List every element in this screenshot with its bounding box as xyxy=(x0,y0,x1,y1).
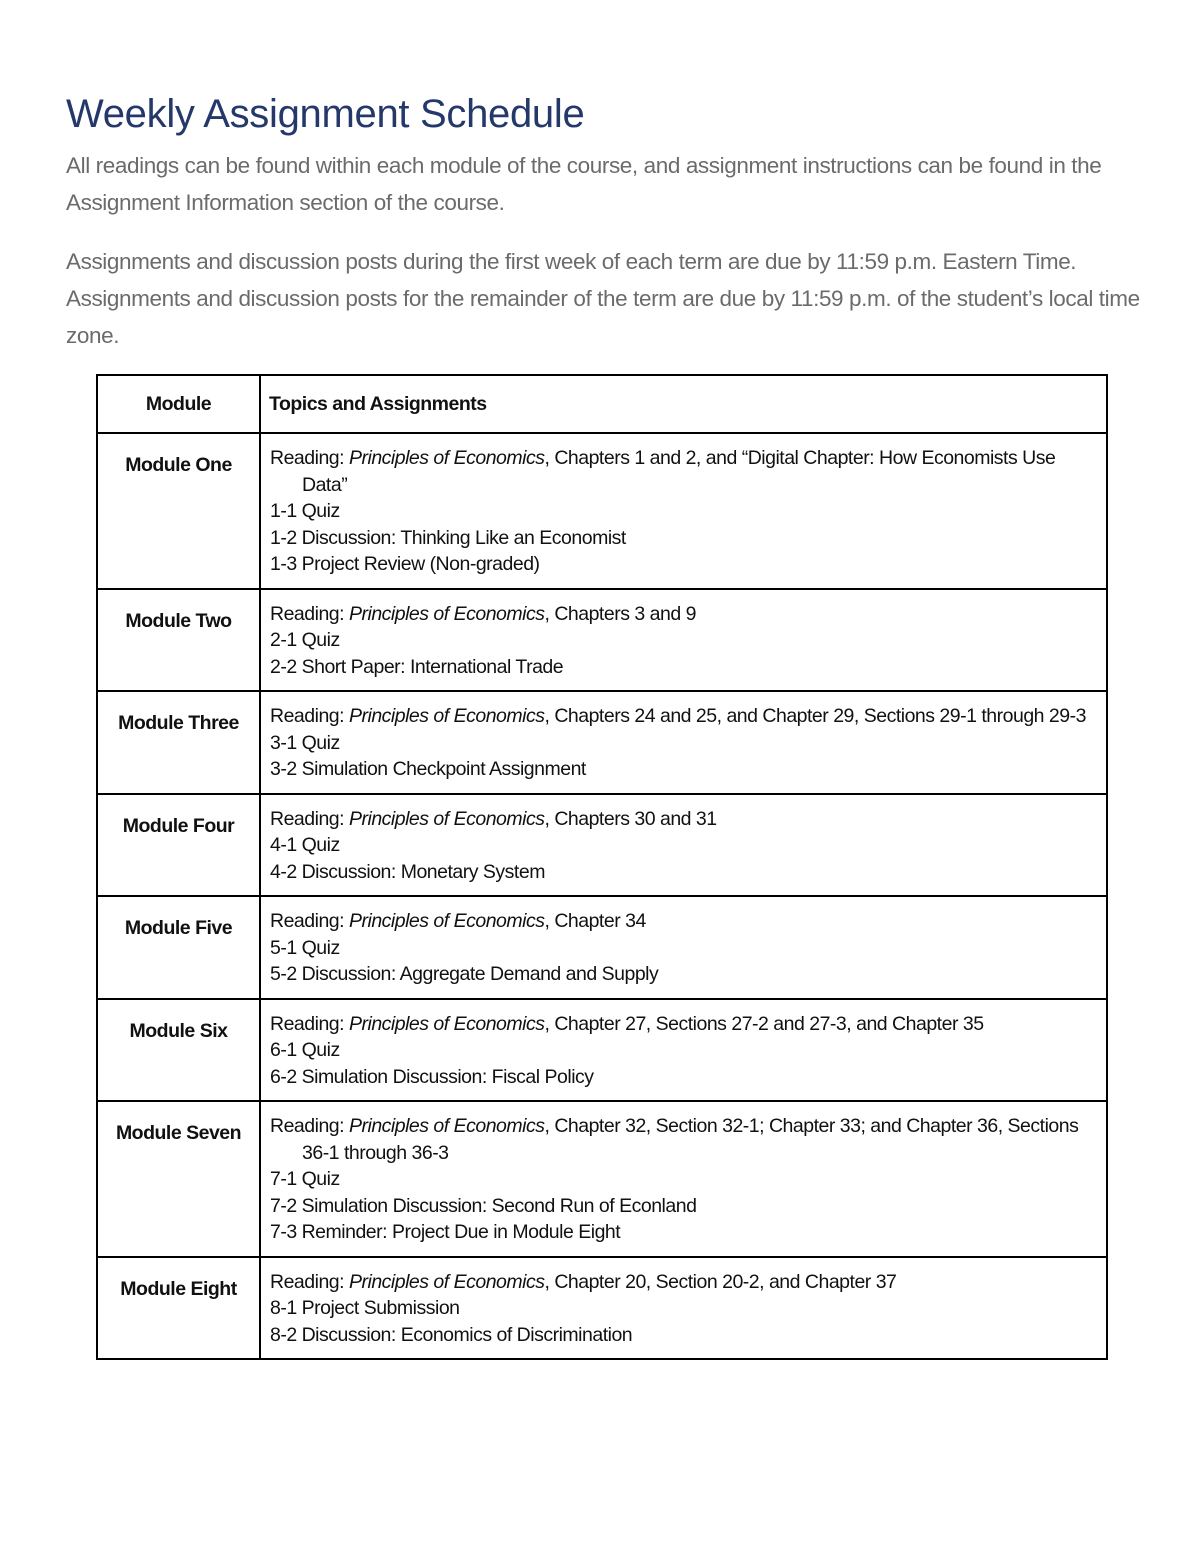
topics-cell xyxy=(260,433,1107,589)
reading-line xyxy=(270,1011,1098,1038)
reading-prefix: Reading: xyxy=(270,1012,349,1035)
schedule-table xyxy=(96,374,1108,1360)
topics-cell xyxy=(260,589,1107,692)
assignment-item: 4-1 Quiz xyxy=(270,834,340,856)
reading-chapters: , Chapters 30 and 31 xyxy=(544,807,717,830)
reading-chapters: , Chapter 32, Section 32-1; Chapter 33; and Chapter 36, Sections 36-1 through 36-3 xyxy=(302,1115,1079,1164)
reading-line xyxy=(270,908,1098,935)
intro-paragraph-readings: All readings can be found within each module of the course, and assignment instructions can be found in the Assignment Information section of the course. xyxy=(66,153,1102,215)
assignment-item: 1-1 Quiz xyxy=(270,500,340,522)
module-name-cell: Module Eight xyxy=(97,1257,260,1360)
reading-chapters: , Chapters 3 and 9 xyxy=(544,602,696,625)
reading-book-title: Principles of Economics xyxy=(348,807,545,830)
reading-line xyxy=(270,601,1098,628)
reading-prefix: Reading: xyxy=(270,705,349,727)
module-name-cell: Module Five xyxy=(97,896,260,999)
reading-chapters: , Chapter 34 xyxy=(544,910,646,932)
assignment-item: 7-1 Quiz xyxy=(270,1168,340,1190)
table-row xyxy=(97,896,1107,999)
reading-book-title: Principles of Economics xyxy=(348,447,545,469)
table-row xyxy=(97,589,1107,692)
topics-cell xyxy=(260,1101,1107,1257)
topics-cell xyxy=(260,794,1107,897)
assignment-item: 3-1 Quiz xyxy=(270,731,340,754)
reading-chapters: , Chapters 24 and 25, and Chapter 29, Sections 29-1 through 29-3 xyxy=(544,705,1086,727)
reading-prefix: Reading: xyxy=(270,447,349,469)
intro-paragraph-deadlines: Assignments and discussion posts during the first week of each term are due by 11:59 p.m. Eastern Time. Assignments and discussion posts for the remainder of the term are due by 11:59 p.m. of the student’s local time zone. xyxy=(66,249,1140,348)
page-title: Weekly Assignment Schedule xyxy=(66,92,585,136)
reading-line xyxy=(270,1113,1098,1166)
table-row xyxy=(97,999,1107,1102)
reading-book-title: Principles of Economics xyxy=(348,602,545,625)
reading-line xyxy=(270,445,1098,498)
assignment-item: 6-1 Quiz xyxy=(270,1039,340,1061)
module-name-cell: Module Two xyxy=(97,589,260,692)
assignment-item: 7-2 Simulation Discussion: Second Run of Econland xyxy=(270,1194,697,1217)
reading-chapters: , Chapter 27, Sections 27-2 and 27-3, and Chapter 35 xyxy=(544,1012,984,1035)
assignment-item: 7-3 Reminder: Project Due in Module Eight xyxy=(270,1221,621,1243)
reading-book-title: Principles of Economics xyxy=(348,910,545,932)
reading-book-title: Principles of Economics xyxy=(348,1012,545,1035)
reading-prefix: Reading: xyxy=(270,807,349,830)
reading-prefix: Reading: xyxy=(270,1270,349,1293)
assignment-item: 8-2 Discussion: Economics of Discrimination xyxy=(270,1323,633,1346)
topics-cell xyxy=(260,1257,1107,1360)
assignment-item: 4-2 Discussion: Monetary System xyxy=(270,860,545,883)
assignment-item: 5-2 Discussion: Aggregate Demand and Supply xyxy=(270,963,659,985)
assignment-item: 2-1 Quiz xyxy=(270,629,340,651)
reading-line xyxy=(270,1269,1098,1296)
module-name-cell: Module Seven xyxy=(97,1101,260,1257)
module-name-cell: Module One xyxy=(97,433,260,589)
table-row xyxy=(97,1257,1107,1360)
reading-book-title: Principles of Economics xyxy=(348,705,545,727)
assignment-item: 1-3 Project Review (Non-graded) xyxy=(270,553,540,575)
reading-line xyxy=(270,703,1098,730)
table-row xyxy=(97,1101,1107,1257)
reading-chapters: , Chapters 1 and 2, and “Digital Chapter: How Economists Use Data” xyxy=(302,447,1056,496)
reading-prefix: Reading: xyxy=(270,602,349,625)
assignment-item: 3-2 Simulation Checkpoint Assignment xyxy=(270,758,586,780)
assignment-item: 6-2 Simulation Discussion: Fiscal Policy xyxy=(270,1065,594,1088)
topics-cell xyxy=(260,896,1107,999)
schedule-table-body xyxy=(97,433,1107,1359)
module-name-cell: Module Four xyxy=(97,794,260,897)
topics-cell xyxy=(260,999,1107,1102)
reading-prefix: Reading: xyxy=(270,910,349,932)
table-row xyxy=(97,691,1107,794)
module-name-cell: Module Six xyxy=(97,999,260,1102)
table-header-row xyxy=(97,375,1107,433)
reading-line xyxy=(270,806,1098,833)
assignment-item: 5-1 Quiz xyxy=(270,936,340,959)
table-row xyxy=(97,433,1107,589)
assignment-item: 1-2 Discussion: Thinking Like an Economist xyxy=(270,526,626,549)
column-header-topics: Topics and Assignments xyxy=(260,375,1107,433)
topics-cell xyxy=(260,691,1107,794)
assignment-item: 2-2 Short Paper: International Trade xyxy=(270,655,564,678)
reading-book-title: Principles of Economics xyxy=(348,1115,545,1137)
reading-chapters: , Chapter 20, Section 20-2, and Chapter 37 xyxy=(544,1270,897,1293)
module-name-cell: Module Three xyxy=(97,691,260,794)
assignment-item: 8-1 Project Submission xyxy=(270,1297,460,1319)
table-row xyxy=(97,794,1107,897)
reading-book-title: Principles of Economics xyxy=(348,1270,545,1293)
reading-prefix: Reading: xyxy=(270,1115,349,1137)
column-header-module: Module xyxy=(97,375,260,433)
